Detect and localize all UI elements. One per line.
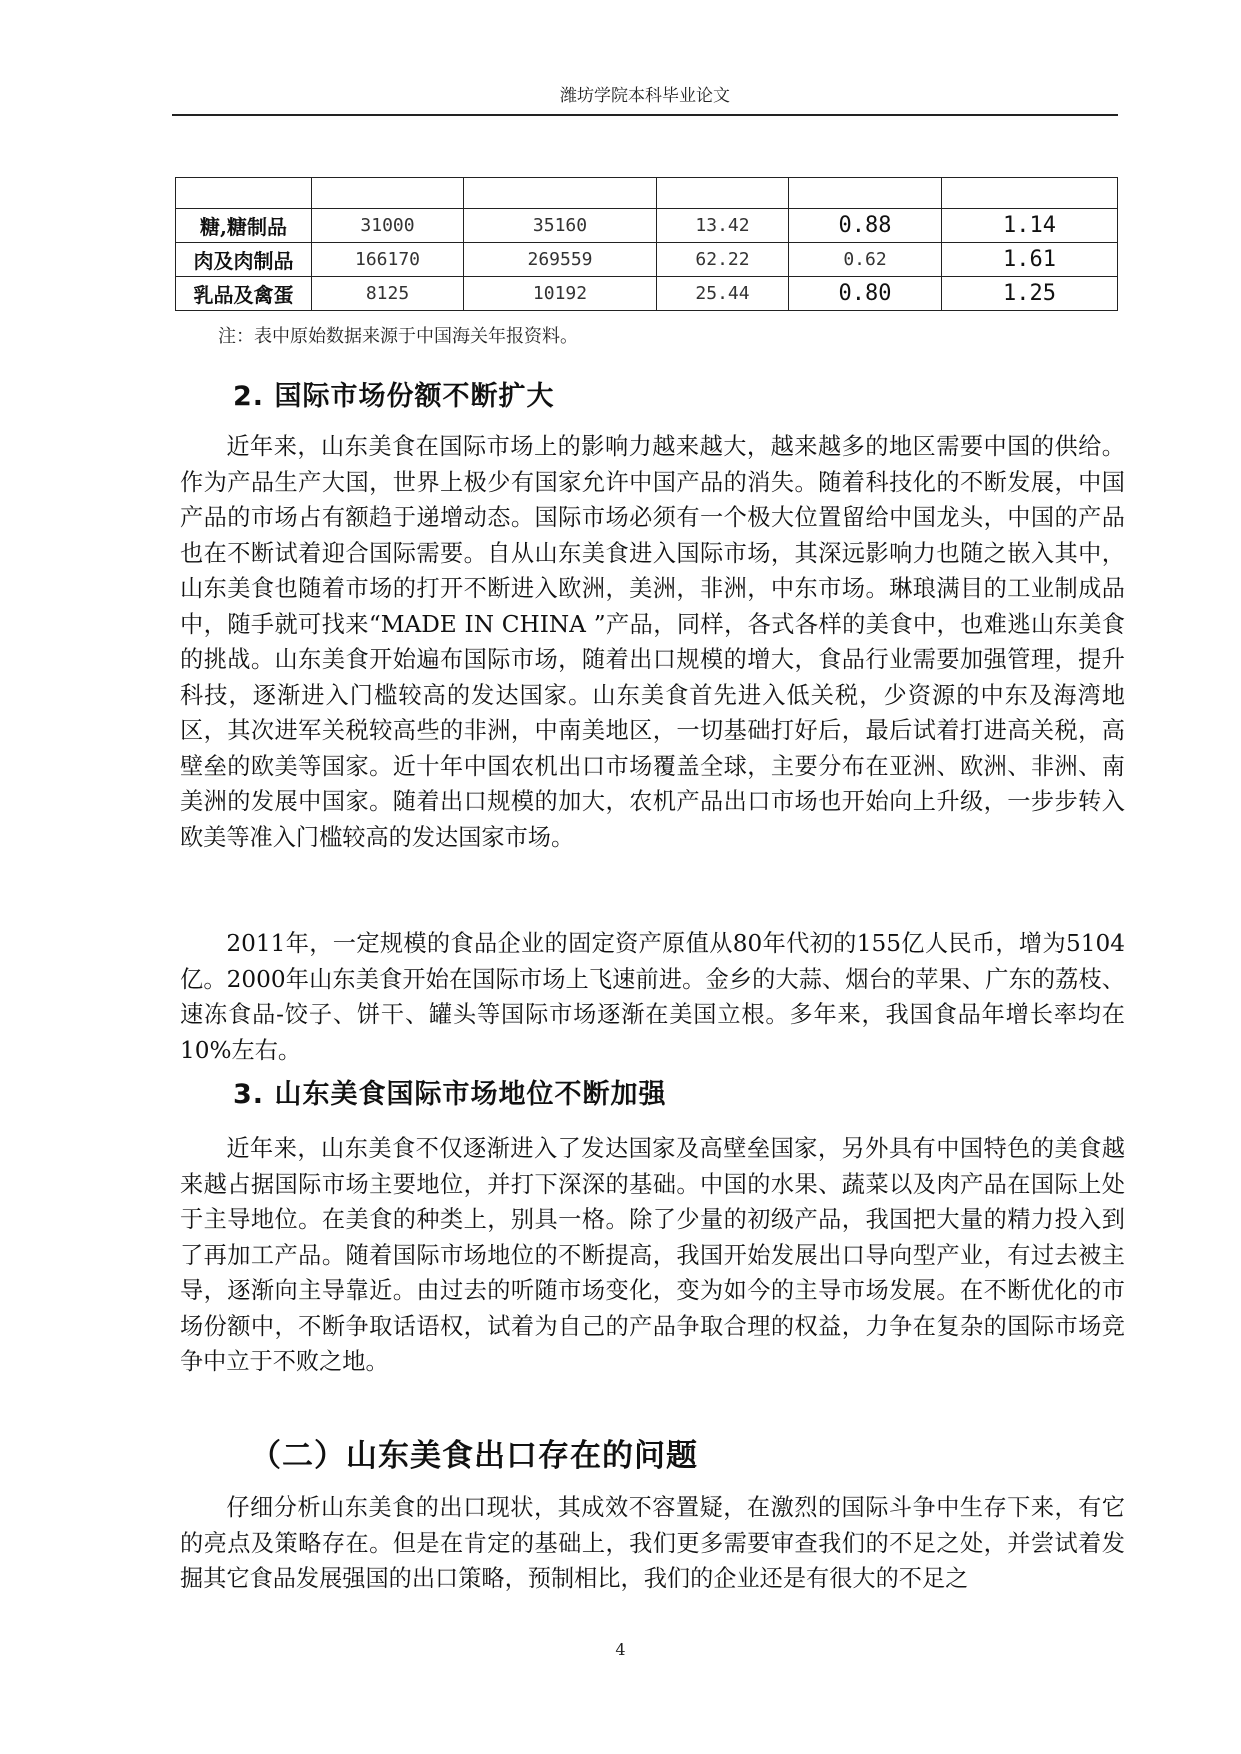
value-cell: 166170: [312, 243, 464, 277]
page-number: 4: [615, 1640, 626, 1659]
section-3-paragraph-1: 近年来，山东美食不仅逐渐进入了发达国家及高壁垒国家，另外具有中国特色的美食越来越占据国际市场主要地位，并打下深深的基础。中国的水果、蔬菜以及肉产品在国际上处于主导地位。在美食的种类上，别具一格。除了少量的初级产品，我国把大量的精力投入到了再加工产品。随着国际市场地位的不断提高，我国开始发展出口导向型产业，有过去被主导，逐渐向主导靠近。由过去的听随市场变化，变为如今的主导市场发展。在不断优化的市场份额中，不断争取话语权，试着为自己的产品争取合理的权益，力争在复杂的国际市场竞争中立于不败之地。: [180, 1135, 1125, 1375]
table-note: 注：表中原始数据来源于中国海关年报资料。: [218, 326, 578, 347]
table-row: [176, 243, 1118, 277]
section-2-paragraph-1: 近年来，山东美食在国际市场上的影响力越来越大，越来越多的地区需要中国的供给。作为产品生产大国，世界上极少有国家允许中国产品的消失。随着科技化的不断发展，中国产品的市场占有额趋于递增动态。国际市场必须有一个极大位置留给中国龙头，中国的产品也在不断试着迎合国际需要。自从山东美食进入国际市场，其深远影响力也随之嵌入其中，山东美食也随着市场的打开不断进入欧洲，美洲，非洲，中东市场。琳琅满目的工业制成品中，随手就可找来“MADE IN CHINA ”产品，同样，各式各样的美食中，也难逃山东美食的挑战。山东美食开始遍布国际市场，随着出口规模的增大，食品行业需要加强管理，提升科技，逐渐进入门槛较高的发达国家。山东美食首先进入低关税，少资源的中东及海湾地区，其次进军关税较高些的非洲，中南美地区，一切基础打好后，最后试着打进高关税，高壁垒的欧美等国家。近十年中国农机出口市场覆盖全球，主要分布在亚洲、欧洲、非洲、南美洲的发展中国家。随着出口规模的加大，农机产品出口市场也开始向上升级，一步步转入欧美等准入门槛较高的发达国家市场。: [180, 433, 1125, 851]
value-cell: 0.80: [789, 277, 942, 311]
part-two-paragraph-1: 仔细分析山东美食的出口现状，其成效不容置疑，在激烈的国际斗争中生存下来，有它的亮点及策略存在。但是在肯定的基础上，我们更多需要审查我们的不足之处，并尝试着发掘其它食品发展强国的出口策略，预制相比，我们的企业还是有很大的不足之: [180, 1494, 1125, 1592]
value-cell: 25.44: [657, 277, 789, 311]
category-cell: 糖,糖制品: [176, 209, 312, 243]
value-cell: 0.62: [789, 243, 942, 277]
value-cell: 0.88: [789, 209, 942, 243]
value-cell: 13.42: [657, 209, 789, 243]
value-cell: 10192: [464, 277, 657, 311]
table-row: [176, 277, 1118, 311]
value-cell: 1.14: [942, 209, 1118, 243]
running-header: 潍坊学院本科毕业论文: [172, 86, 1118, 116]
value-cell: 8125: [312, 277, 464, 311]
value-cell: 31000: [312, 209, 464, 243]
category-cell: 乳品及禽蛋: [176, 277, 312, 311]
section-heading-2: 2. 国际市场份额不断扩大: [233, 381, 555, 412]
export-data-table: [175, 177, 1118, 311]
value-cell: 269559: [464, 243, 657, 277]
value-cell: 1.25: [942, 277, 1118, 311]
value-cell: 35160: [464, 209, 657, 243]
value-cell: 1.61: [942, 243, 1118, 277]
section-heading-part-two: （二）山东美食出口存在的问题: [250, 1438, 698, 1474]
value-cell: 62.22: [657, 243, 789, 277]
table-row: [176, 209, 1118, 243]
table-row: [176, 178, 1118, 209]
category-cell: 肉及肉制品: [176, 243, 312, 277]
section-2-paragraph-2: 2011年，一定规模的食品企业的固定资产原值从80年代初的155亿人民币，增为5104亿。2000年山东美食开始在国际市场上飞速前进。金乡的大蒜、烟台的苹果、广东的荔枝、速冻食品-饺子、饼干、罐头等国际市场逐渐在美国立根。多年来，我国食品年增长率均在10%左右。: [180, 930, 1125, 1064]
section-heading-3: 3. 山东美食国际市场地位不断加强: [233, 1079, 667, 1110]
